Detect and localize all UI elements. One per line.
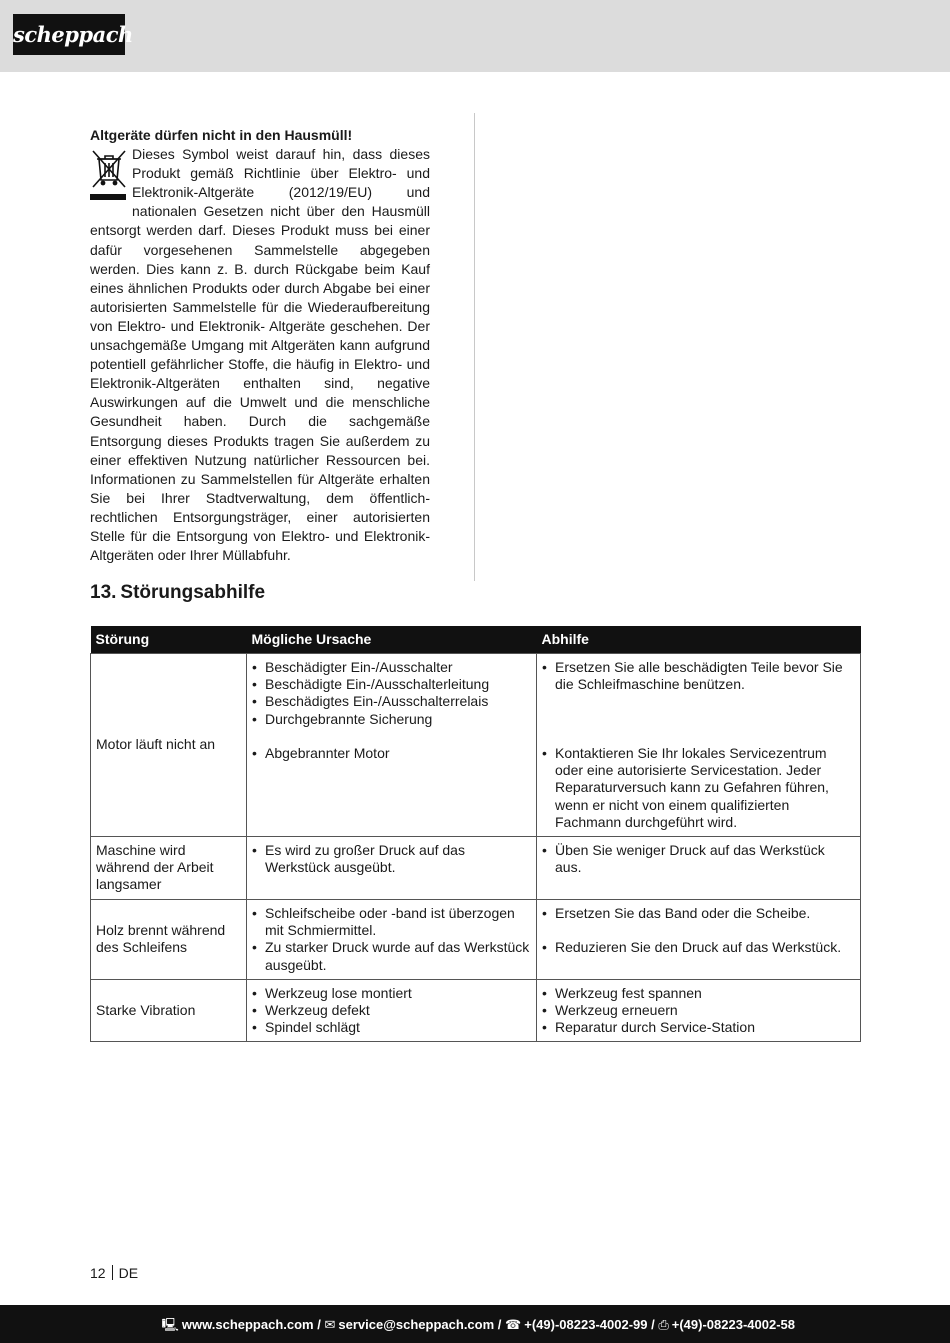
page-number: [90, 1265, 138, 1281]
list-item: • Werkzeug defekt: [252, 1002, 531, 1019]
table-row: [91, 979, 861, 1042]
remedy-list: [542, 985, 855, 1037]
footer-separator: /: [651, 1317, 655, 1332]
section-number: 13.: [90, 582, 117, 603]
list-item: • Es wird zu großer Druck auf das Werkstück ausgeübt.: [252, 842, 531, 876]
cause-list: [252, 985, 531, 1037]
problem-cell: Maschine wird während der Arbeit langsamer: [91, 837, 247, 900]
table-row: [91, 654, 861, 837]
list-item: • Reduzieren Sie den Druck auf das Werkstück.: [542, 939, 855, 956]
footer-contact-line: [162, 1316, 795, 1338]
fax-icon: ⎙: [658, 1317, 669, 1332]
list-item: • Schleifscheibe oder -band ist überzogen mit Schmiermittel.: [252, 905, 531, 939]
list-item: • Zu starker Druck wurde auf das Werkstück ausgeübt.: [252, 939, 531, 973]
list-item: • Beschädigtes Ein-/Ausschalterrelais: [252, 693, 531, 710]
list-item: • Reparatur durch Service-Station: [542, 1019, 855, 1036]
cause-cell: [247, 837, 537, 900]
list-item: • Ersetzen Sie das Band oder die Scheibe.: [542, 905, 855, 922]
remedy-cell: [537, 900, 861, 980]
problem-cell: Holz brennt während des Schleifens: [91, 900, 247, 980]
cause-list: [252, 745, 531, 762]
remedy-list: [542, 842, 855, 876]
header-cause: Mögliche Ursache: [247, 626, 537, 654]
weee-heading: Altgeräte dürfen nicht in den Hausmüll!: [90, 127, 353, 143]
cause-cell: [247, 900, 537, 980]
cause-list: [252, 659, 531, 728]
footer-phone: +(49)-08223-4002-99: [524, 1317, 648, 1332]
list-item: • Abgebrannter Motor: [252, 745, 531, 762]
table-row: [91, 900, 861, 980]
page-header: [0, 0, 950, 72]
weee-paragraph: [90, 145, 430, 565]
list-item: • Üben Sie weniger Druck auf das Werkstück aus.: [542, 842, 855, 876]
section-heading: [90, 582, 265, 604]
header-remedy: Abhilfe: [537, 626, 861, 654]
footer-separator: /: [497, 1317, 502, 1332]
list-item: • Ersetzen Sie alle beschädigten Teile bevor Sie die Schleifmaschine benützen.: [542, 659, 855, 693]
computer-icon: 🖳: [161, 1317, 179, 1332]
list-item: • Beschädigter Ein-/Ausschalter: [252, 659, 531, 676]
remedy-list: [542, 745, 855, 831]
list-item: • Werkzeug erneuern: [542, 1002, 855, 1019]
crossed-out-wheelie-bin-icon: [90, 147, 128, 203]
problem-cell: Starke Vibration: [91, 979, 247, 1042]
list-item: • Beschädigte Ein-/Ausschalterleitung: [252, 676, 531, 693]
header-problem: Störung: [91, 626, 247, 654]
weee-notice: [90, 126, 430, 565]
remedy-list: [542, 905, 855, 922]
page-footer: [0, 1305, 950, 1343]
envelope-icon: ✉: [324, 1317, 336, 1332]
cause-cell: [247, 654, 537, 837]
remedy-list: [542, 659, 855, 745]
scheppach-logo: scheppach: [13, 14, 125, 55]
remedy-list: [542, 939, 855, 956]
cause-list: [252, 842, 531, 876]
weee-body: Dieses Symbol weist darauf hin, dass dieses Produkt gemäß Richtlinie über Elektro- und Elektronik-Altgeräte (2012/19/EU) und nationalen Gesetzen nicht über den Hausmüll entsorgt werden darf. Dieses Produkt muss bei einer dafür vorgesehenen Sammelstelle abgegeben werden. Dies kann z. B. durch Rückgabe beim Kauf eines ähnlichen Produkts oder durch Abgabe bei einer autorisierten Sammelstelle für die Wiederaufbereitung von Elektro- und Elektronik- Altgeräte geschehen. Der unsachgemäße Umgang mit Altgeräten kann aufgrund potentiell gefährlicher Stoffe, die häufig in Elektro- und Elektronik-Altgeräten enthalten sind, negative Auswirkungen auf die Umwelt und die menschliche Gesundheit haben. Durch die sachgemäße Entsorgung dieses Produkts tragen Sie außerdem zu einer effektiven Nutzung natürlicher Ressourcen bei. Informationen zu Sammelstellen für Altgeräte erhalten Sie bei Ihrer Stadtverwaltung, dem öffentlich-rechtlichen Entsorgungsträger, einer autorisierten Stelle für die Entsorgung von Elektro- und Elektronik-Altgeräten oder Ihrer Müllabfuhr.: [90, 146, 430, 564]
cause-list: [252, 905, 531, 974]
section-title: Störungsabhilfe: [120, 582, 266, 603]
phone-icon: ☎: [505, 1317, 522, 1332]
table-header-row: [91, 626, 861, 654]
list-item: • Durchgebrannte Sicherung: [252, 711, 531, 728]
list-item: • Spindel schlägt: [252, 1019, 531, 1036]
footer-web-link[interactable]: www.scheppach.com: [181, 1317, 314, 1332]
cause-cell: [247, 979, 537, 1042]
remedy-cell: [537, 654, 861, 837]
footer-separator: /: [317, 1317, 321, 1332]
page-language: DE: [118, 1265, 139, 1281]
table-row: [91, 837, 861, 900]
page-number-value: 12: [90, 1265, 106, 1281]
problem-cell: Motor läuft nicht an: [91, 654, 247, 837]
footer-fax: +(49)-08223-4002-58: [671, 1317, 795, 1332]
list-item: • Werkzeug lose montiert: [252, 985, 531, 1002]
troubleshooting-table: [90, 626, 861, 1042]
column-divider: [474, 113, 475, 581]
footer-email-link[interactable]: service@scheppach.com: [338, 1317, 495, 1332]
page-separator: [112, 1265, 113, 1280]
list-item: • Werkzeug fest spannen: [542, 985, 855, 1002]
remedy-cell: [537, 837, 861, 900]
remedy-cell: [537, 979, 861, 1042]
list-item: • Kontaktieren Sie Ihr lokales Servicezentrum oder eine autorisierte Servicestation. Jeder Reparaturversuch kann zu Gefahren führen, wenn er nicht von einem qualifizierten Fachmann durchgeführt wird.: [542, 745, 855, 831]
